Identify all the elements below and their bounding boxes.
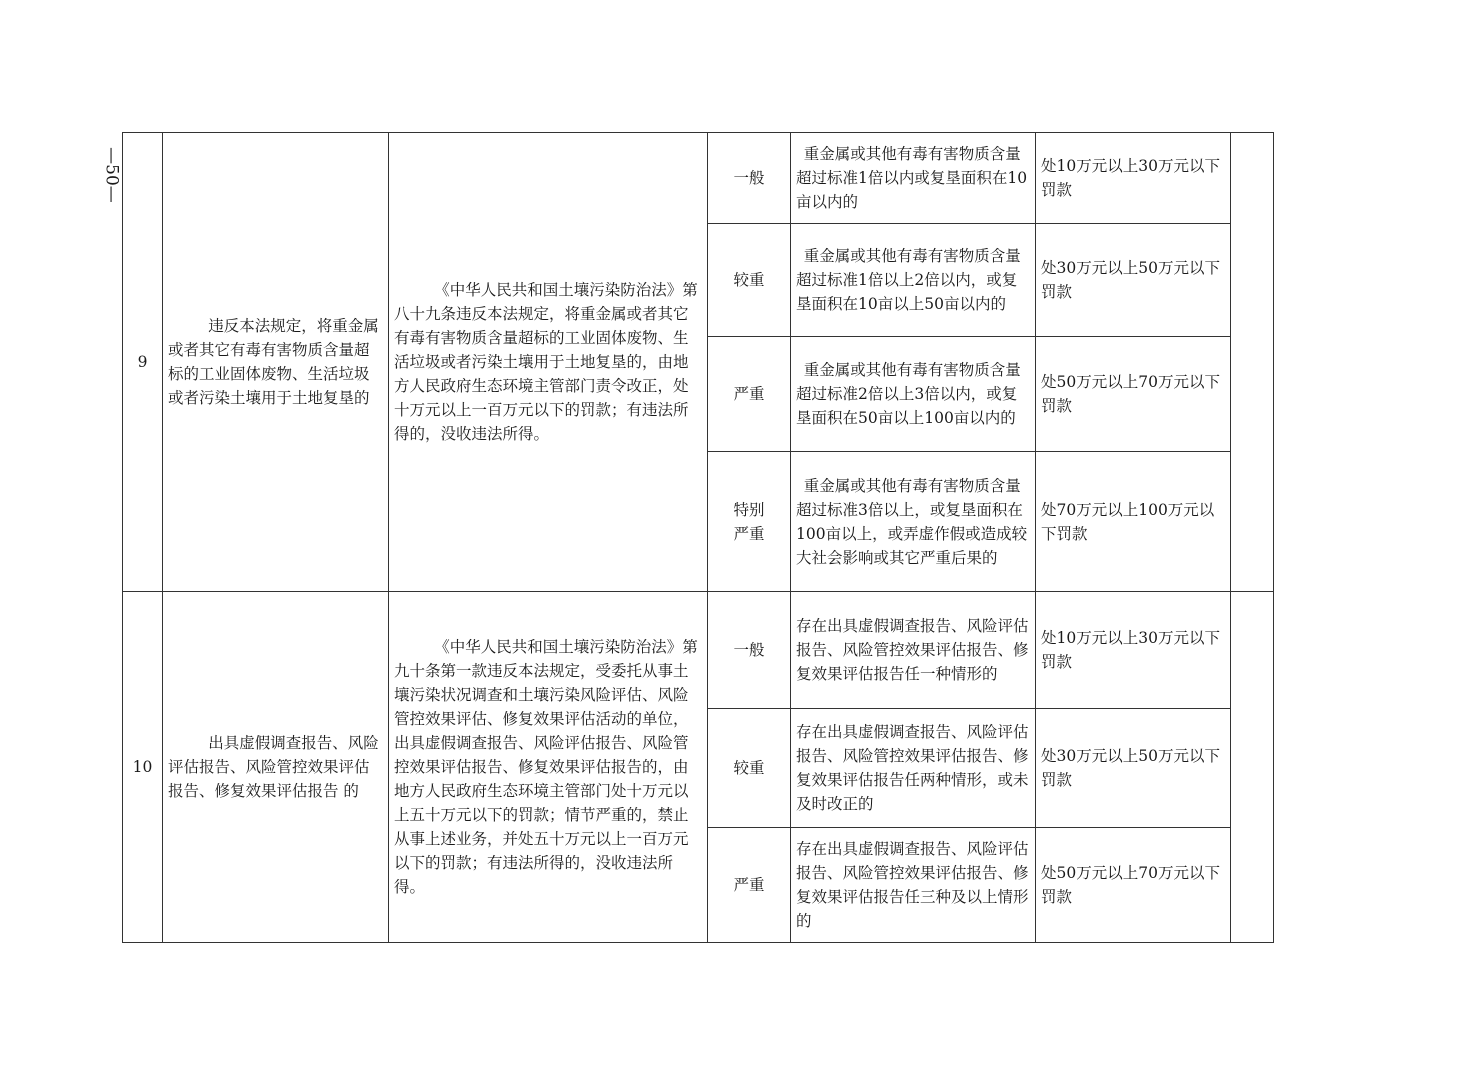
circumstance: 存在出具虚假调查报告、风险评估报告、风险管控效果评估报告、修复效果评估报告任一种情形的	[791, 592, 1036, 709]
legal-basis: 《中华人民共和国土壤污染防治法》第八十九条违反本法规定，将重金属或者其它有毒有害物质含量超标的工业固体废物、生活垃圾或者污染土壤用于土地复垦的，由地方人民政府生态环境主管部门责令改正，处十万元以上一百万元以下的罚款；有违法所得的，没收违法所得。	[389, 133, 708, 592]
circumstance: 重金属或其他有毒有害物质含量超过标准3倍以上，或复垦面积在100亩以上，或弄虚作假或造成较大社会影响或其它严重后果的	[791, 452, 1036, 592]
fine-standard: 处70万元以上100万元以下罚款	[1036, 452, 1231, 592]
row-number: 9	[123, 133, 163, 592]
row-number: 10	[123, 592, 163, 943]
severity-level: 一般	[708, 592, 791, 709]
legal-basis: 《中华人民共和国土壤污染防治法》第九十条第一款违反本法规定，受委托从事土壤污染状况调查和土壤污染风险评估、风险管控效果评估、修复效果评估活动的单位，出具虚假调查报告、风险评估报告、风险管控效果评估报告、修复效果评估报告的，由地方人民政府生态环境主管部门处十万元以上五十万元以下的罚款；情节严重的，禁止从事上述业务，并处五十万元以上一百万元以下的罚款；有违法所得的，没收违法所得。	[389, 592, 708, 943]
severity-level: 严重	[708, 337, 791, 452]
violation-description: 违反本法规定，将重金属或者其它有毒有害物质含量超标的工业固体废物、生活垃圾或者污染土壤用于土地复垦的	[163, 133, 389, 592]
fine-standard: 处30万元以上50万元以下罚款	[1036, 709, 1231, 828]
circumstance: 重金属或其他有毒有害物质含量超过标准2倍以上3倍以内，或复垦面积在50亩以上100亩以内的	[791, 337, 1036, 452]
fine-standard: 处30万元以上50万元以下罚款	[1036, 224, 1231, 337]
table-row	[123, 592, 1274, 709]
circumstance: 重金属或其他有毒有害物质含量超过标准1倍以上2倍以内，或复垦面积在10亩以上50亩以内的	[791, 224, 1036, 337]
severity-level: 严重	[708, 828, 791, 943]
fine-standard: 处50万元以上70万元以下罚款	[1036, 337, 1231, 452]
severity-level: 较重	[708, 224, 791, 337]
page-number-text: —50—	[101, 147, 122, 203]
circumstance: 重金属或其他有毒有害物质含量超过标准1倍以内或复垦面积在10亩以内的	[791, 133, 1036, 224]
fine-standard: 处10万元以上30万元以下罚款	[1036, 592, 1231, 709]
remarks-cell	[1231, 133, 1274, 592]
circumstance: 存在出具虚假调查报告、风险评估报告、风险管控效果评估报告、修复效果评估报告任两种情形，或未及时改正的	[791, 709, 1036, 828]
remarks-cell	[1231, 592, 1274, 943]
fine-standard: 处10万元以上30万元以下罚款	[1036, 133, 1231, 224]
severity-level: 一般	[708, 133, 791, 224]
violation-description: 出具虚假调查报告、风险评估报告、风险管控效果评估报告、修复效果评估报告 的	[163, 592, 389, 943]
penalty-discretion-table	[122, 132, 1274, 943]
table-row	[123, 133, 1274, 224]
severity-level: 较重	[708, 709, 791, 828]
fine-standard: 处50万元以上70万元以下罚款	[1036, 828, 1231, 943]
severity-level: 特别严重	[708, 452, 791, 592]
circumstance: 存在出具虚假调查报告、风险评估报告、风险管控效果评估报告、修复效果评估报告任三种及以上情形的	[791, 828, 1036, 943]
